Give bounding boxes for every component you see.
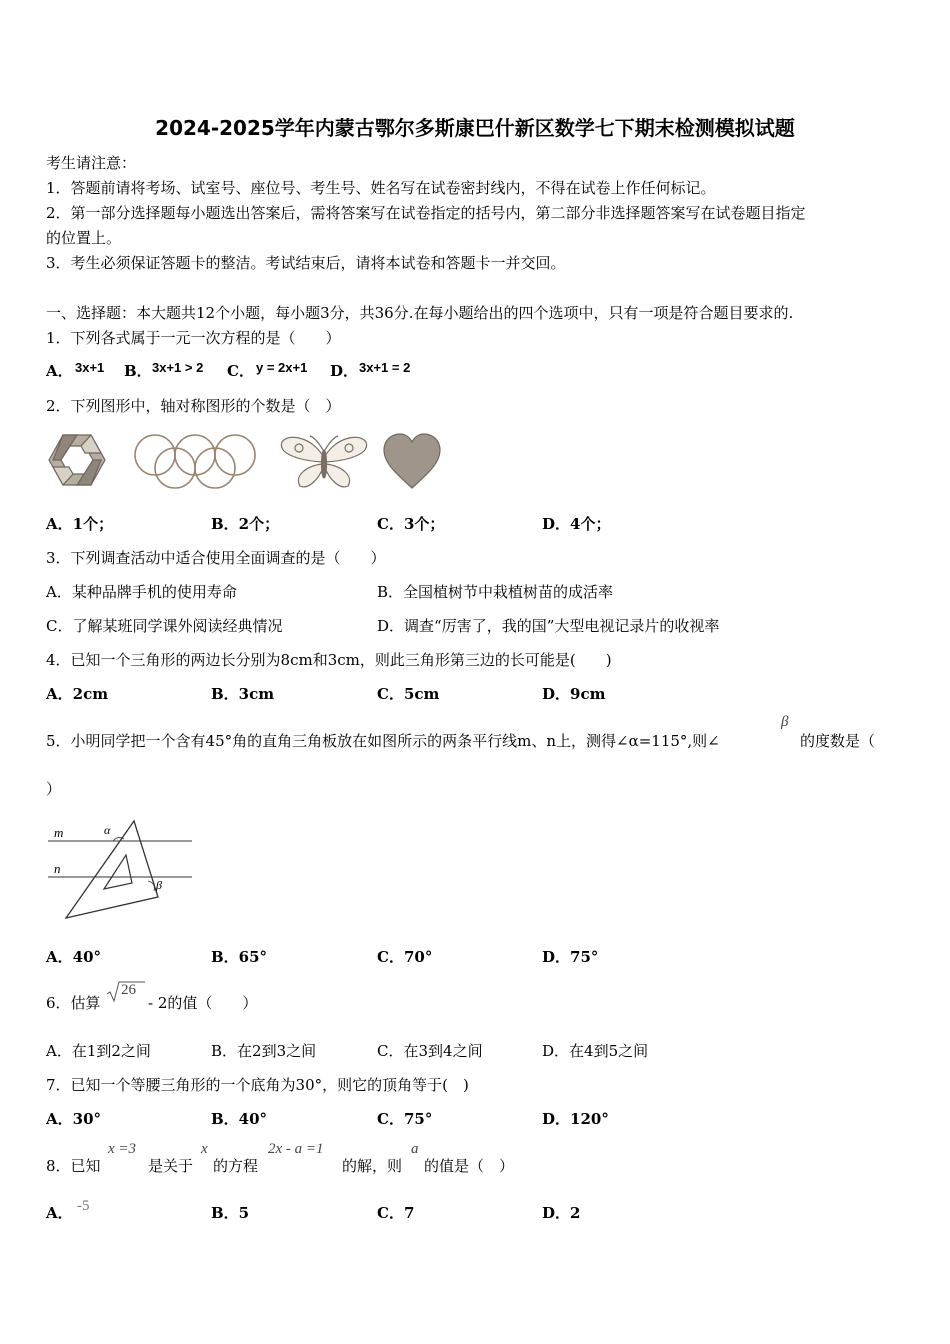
q5-fig-label-m: m [54,825,64,840]
q8-stem-d: 的解，则 [342,1157,403,1175]
q6-option-a: A．在1到2之间 [46,1042,151,1060]
q1-option-d-value: 3x+1 = 2 [359,360,411,375]
q7-stem: 7．已知一个等腰三角形的一个底角为30°，则它的顶角等于( ) [46,1076,469,1094]
q8-option-b: B．5 [211,1204,250,1222]
q4-stem: 4．已知一个三角形的两边长分别为8cm和3cm，则此三角形第三边的长可能是( ) [46,651,612,669]
q8-stem-a: 8．已知 [46,1157,101,1175]
q1-option-b-value: 3x+1 > 2 [152,360,204,375]
q4-option-c: C．5cm [377,685,440,703]
q8-option-c: C．7 [377,1204,415,1222]
q1-option-d-label: D． [330,362,359,380]
q8-option-a-value: -5 [77,1198,90,1214]
q2-option-d: D．4个； [542,515,611,533]
q5-beta-symbol: β [781,714,789,730]
q5-option-c: C．70° [377,948,433,966]
hexagon-logo-figure [49,435,105,485]
q8-stem-e: 的值是（ ） [424,1157,515,1175]
q5-stem-line2: ） [46,780,62,798]
notice-item: 3．考生必须保证答题卡的整洁。考试结束后，请将本试卷和答题卡一并交回。 [46,254,566,272]
q5-option-a: A．40° [46,948,102,966]
notice-heading: 考生请注意： [46,154,137,172]
heart-figure [384,434,440,488]
q8-option-d: D．2 [542,1204,581,1222]
q5-fig-label-n: n [54,861,61,876]
q6-option-c: C．在3到4之间 [377,1042,483,1060]
notice-item: 1．答题前请将考场、试室号、座位号、考生号、姓名写在试卷密封线内，不得在试卷上作任何标记。 [46,179,716,197]
q6-stem-rest: - 2的值（ ） [148,994,258,1012]
q7-option-b: B．40° [211,1110,268,1128]
q4-option-a: A．2cm [46,685,109,703]
q2-stem: 2．下列图形中，轴对称图形的个数是（ ） [46,397,341,415]
notice-item: 2．第一部分选择题每小题选出答案后，需将答案写在试卷指定的括号内，第二部分非选择题答案写在试卷题目指定 [46,204,806,222]
q2-figures [44,428,444,492]
q4-option-d: D．9cm [542,685,606,703]
notice-item: 的位置上。 [46,229,122,247]
q8-var-x: x [201,1141,208,1157]
q6-stem: 6．估算 [46,994,101,1012]
q1-option-b-label: B． [124,362,152,380]
q3-option-d: D．调查“厉害了，我的国”大型电视记录片的收视率 [377,617,720,635]
q1-option-a-value: 3x+1 [75,360,105,375]
q5-figure [46,815,196,925]
q5-fig-label-alpha: α [104,823,111,837]
q7-option-a: A．30° [46,1110,102,1128]
q5-stem-end: 的度数是（ [800,732,876,750]
q8-stem-b: 是关于 [148,1157,194,1175]
q4-option-b: B．3cm [211,685,275,703]
q8-var-a: a [411,1141,419,1157]
q3-stem: 3．下列调查活动中适合使用全面调查的是（ ） [46,549,386,567]
q6-radicand: 26 [121,982,136,998]
olympic-rings-figure [135,435,255,488]
q8-stem-c: 的方程 [213,1157,259,1175]
q8-eq1: x =3 [108,1141,137,1157]
q3-option-b: B．全国植树节中栽植树苗的成活率 [377,583,614,601]
q5-option-d: D．75° [542,948,599,966]
q3-option-c: C．了解某班同学课外阅读经典情况 [46,617,283,635]
q7-option-d: D．120° [542,1110,609,1128]
q6-option-b: B．在2到3之间 [211,1042,317,1060]
q6-option-d: D．在4到5之间 [542,1042,649,1060]
q8-eq2: 2x - a =1 [268,1141,324,1157]
q8-option-a-label: A． [46,1204,73,1222]
q5-fig-label-beta: β [156,878,162,892]
q1-option-a-label: A． [46,362,73,380]
page-title: 2024-2025学年内蒙古鄂尔多斯康巴什新区数学七下期末检测模拟试题 [155,116,795,140]
q1-stem: 1．下列各式属于一元一次方程的是（ ） [46,329,341,347]
q2-option-b: B．2个； [211,515,280,533]
butterfly-figure [281,436,366,487]
q2-option-c: C．3个； [377,515,445,533]
q1-option-c-value: y = 2x+1 [256,360,308,375]
section-heading: 一、选择题：本大题共12个小题，每小题3分，共36分.在每小题给出的四个选项中，只有一项是符合题目要求的. [46,304,794,322]
q1-option-c-label: C． [227,362,254,380]
q7-option-c: C．75° [377,1110,433,1128]
q5-option-b: B．65° [211,948,268,966]
q5-stem: 5．小明同学把一个含有45°角的直角三角板放在如图所示的两条平行线m、n上，测得∠α=115°,则∠ [46,732,720,750]
q3-option-a: A．某种品牌手机的使用寿命 [46,583,237,601]
q2-option-a: A．1个； [46,515,114,533]
